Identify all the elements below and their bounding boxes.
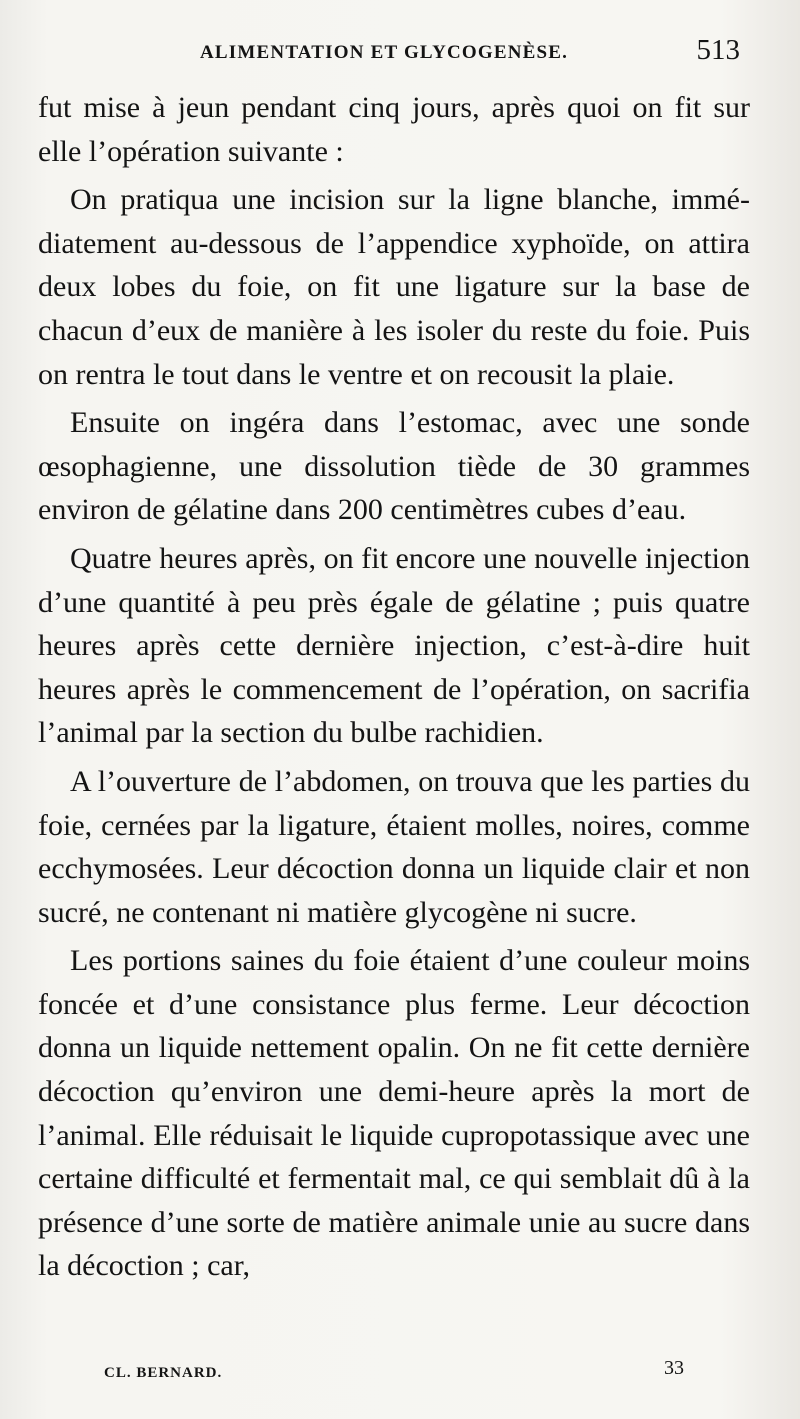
- sheet-number: 33: [664, 1357, 684, 1379]
- signature-mark: CL. BERNARD.: [104, 1365, 223, 1381]
- paragraph-second-injection: Quatre heures après, on fit encore une nouvelle injection d’une quantité à peu près égale de gélatine ; puis quatre heures après cette dernière injection, c’est-à-dire huit heures après le commencement de l’opération, on sacrifia l’animal par la section du bulbe rachidien.: [38, 541, 750, 750]
- page-footer: [104, 1357, 704, 1387]
- paragraph-healthy-portions: Les portions saines du foie étaient d’une couleur moins foncée et d’une consistance plus ferme. Leur décoction donna un liquide nettement opalin. On ne fit cette dernière décoction qu’environ une demi-heure après la mort de l’animal. Elle réduisait le liquide cupropotassique avec une certaine difficulté et fermentait mal, ce qui semblait dû à la présence d’une sorte de matière animale unie au sucre dans la décoction ; car,: [38, 944, 750, 1283]
- running-head: [40, 34, 750, 74]
- page-number: 513: [696, 34, 740, 66]
- body-text: [38, 86, 750, 1293]
- paragraph-abdomen: A l’ouverture de l’abdomen, on trouva que les parties du foie, cernées par la ligature, étaient molles, noires, comme ecchymosées. Leur décoction donna un liquide clair et non sucré, ne contenant ni matière glycogène ni sucre.: [38, 764, 750, 929]
- paragraph-incision: On pratiqua une incision sur la ligne blanche, immédiatement au-dessous de l’appendice xyphoïde, on attira deux lobes du foie, on fit une ligature sur la base de chacun d’eux de manière à les isoler du reste du foie. Puis on rentra le tout dans le ventre et on recousit la plaie.: [38, 183, 750, 391]
- paragraph-continuation: fut mise à jeun pendant cinq jours, après quoi on fit sur elle l’opération suivante :: [38, 91, 750, 168]
- paragraph-ingestion: Ensuite on ingéra dans l’estomac, avec une sonde œsophagienne, une dissolution tiède de 30 grammes environ de gélatine dans 200 centimètres cubes d’eau.: [38, 406, 750, 527]
- running-title: ALIMENTATION ET GLYCOGENÈSE.: [200, 42, 569, 63]
